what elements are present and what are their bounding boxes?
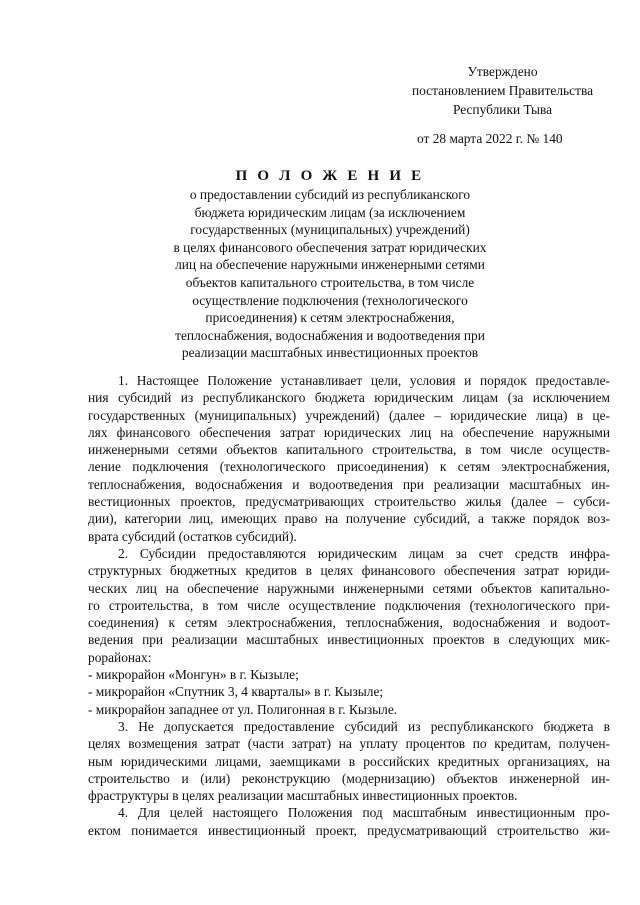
paragraph-1-line: вестиционных проектов, предусматривающих строительство жилья (далее – субси- — [88, 494, 610, 510]
approval-stamp — [395, 62, 610, 119]
paragraph-2-line: структурных бюджетных кредитов в целях финансового обеспечения затрат юриди- — [88, 563, 610, 579]
approval-line-1: Утверждено — [467, 64, 538, 79]
paragraph-1-line: государственных (муниципальных) учреждений) (далее – юридические лица) в це- — [88, 407, 610, 423]
paragraph-3-line: 3. Не допускается предоставление субсидий из республиканского бюджета в — [118, 718, 610, 734]
paragraph-1-line: дии), категории лиц, имеющих право на получение субсидий, а также порядок воз- — [88, 511, 610, 527]
paragraph-3-line: целях возмещения затрат (части затрат) на уплату процентов по кредитам, получен- — [88, 736, 610, 752]
subtitle-line: реализации масштабных инвестиционных проектов — [181, 345, 479, 361]
approval-line-3: Республики Тыва — [452, 102, 553, 117]
paragraph-1-line: лях финансового обеспечения затрат юридических лиц на обеспечение наружными — [88, 424, 610, 440]
paragraph-4-line: ектом понимается инвестиционный проект, предусматривающий строительство жи- — [88, 822, 610, 838]
paragraph-2-line: соединения) к сетям электроснабжения, теплоснабжения, водоснабжения и водоот- — [88, 615, 610, 631]
paragraph-3-line: ным юридическими лицами, заемщиками в российских кредитных организациях, на — [88, 753, 610, 769]
paragraph-2-line: ческих лиц на обеспечение наружными инженерными сетями объектов капитально- — [88, 580, 610, 596]
paragraph-1-line: ния субсидий из республиканского бюджета юридическим лицам (за исключением — [88, 390, 610, 406]
paragraph-2-line: 2. Субсидии предоставляются юридическим лицам за счет средств инфра- — [118, 545, 610, 561]
district-list-item: - микрорайон «Спутник 3, 4 кварталы» в г. Кызыле; — [88, 684, 384, 700]
paragraph-3-line: фраструктуры в целях реализации масштабных инвестиционных проектов. — [88, 788, 518, 804]
document-title: П О Л О Ж Е Н И Е — [235, 168, 425, 184]
approval-date: от 28 марта 2022 г. № 140 — [417, 131, 563, 146]
subtitle-line: лиц на обеспечение наружными инженерными сетями — [175, 257, 485, 273]
district-list-item: - микрорайон западнее от ул. Полигонная в г. Кызыле. — [88, 701, 398, 717]
paragraph-1-line: инженерными сетями объектов капитального строительства, в том числе осуществ- — [88, 442, 610, 458]
paragraph-3-line: строительство и (или) реконструкцию (модернизацию) объектов инженерной ин- — [88, 770, 610, 786]
paragraph-1-line: теплоснабжения, водоснабжения и водоотведения при реализации масштабных ин- — [88, 476, 610, 492]
subtitle-line: о предоставлении субсидий из республиканского — [189, 187, 471, 202]
subtitle-line: присоединения) к сетям электроснабжения, — [205, 310, 455, 326]
paragraph-2-line: рорайонах: — [88, 649, 152, 665]
paragraph-1-line: 1. Настоящее Положение устанавливает цели, условия и порядок предоставле- — [118, 373, 610, 388]
title-block — [100, 166, 560, 362]
document-body — [88, 372, 610, 839]
subtitle-line: теплоснабжения, водоснабжения и водоотведения при — [175, 327, 485, 343]
paragraph-4-line: 4. Для целей настоящего Положения под масштабным инвестиционным про- — [118, 805, 610, 821]
approval-line-2: постановлением Правительства — [411, 83, 594, 98]
paragraph-1-line: врата субсидий (остатков субсидий). — [88, 528, 297, 544]
paragraph-2-line: го строительства, в том числе осуществление подключения (технологического при- — [88, 597, 610, 613]
paragraph-2-line: ведения при реализации масштабных инвестиционных проектов в следующих мик- — [88, 632, 610, 648]
subtitle-line: осуществление подключения (технологического — [192, 292, 468, 308]
subtitle-line: в целях финансового обеспечения затрат юридических — [173, 239, 487, 255]
subtitle-line: государственных (муниципальных) учреждений) — [190, 222, 470, 238]
subtitle-line: бюджета юридическим лицам (за исключением — [194, 204, 466, 220]
district-list-item: - микрорайон «Монгун» в г. Кызыле; — [88, 667, 299, 683]
paragraph-1-line: ление подключения (технологического присоединения) к сетям электроснабжения, — [88, 459, 610, 475]
subtitle-line: объектов капитального строительства, в том числе — [185, 274, 475, 290]
